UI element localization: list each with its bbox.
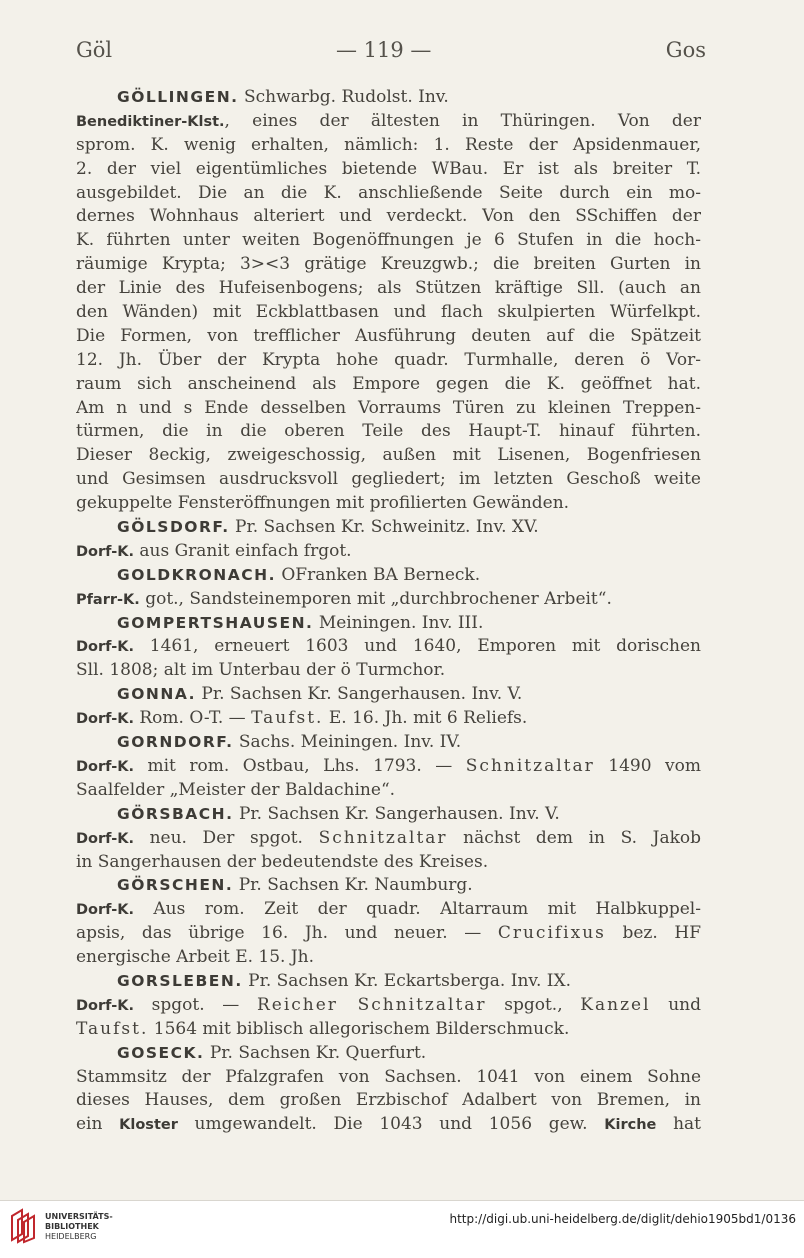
text-run: Saalfelder „Meister der Baldachine“.: [76, 779, 396, 800]
text-line: [76, 635, 701, 659]
place-heading: GÖLSDORF.: [117, 518, 230, 537]
library-logo-icon: [8, 1208, 40, 1244]
text-line: [76, 540, 701, 564]
text-line: [76, 659, 701, 683]
permalink-url[interactable]: http://digi.ub.uni-heidelberg.de/diglit/dehio1905bd1/0136: [449, 1212, 796, 1226]
text-line: [76, 564, 701, 588]
text-run: gekuppelte Fensteröffnungen mit profilierten Gewänden.: [76, 493, 570, 514]
logo-line-3: HEIDELBERG: [45, 1232, 97, 1241]
text-line: [76, 397, 701, 421]
text-line: [76, 325, 701, 349]
footer-bar: [0, 1200, 804, 1258]
text-run: nächst dem in S. Jakob: [447, 827, 701, 848]
text-line: [76, 970, 701, 994]
text-line: [76, 588, 701, 612]
text-line: [76, 86, 701, 110]
text-run: in Sangerhausen der bedeutendste des Kreises.: [76, 851, 489, 872]
text-line: [76, 301, 701, 325]
building-keyword: Dorf-K.: [76, 997, 134, 1014]
text-line: [76, 1066, 701, 1090]
text-run: , eines der ältesten in Thüringen. Von der: [224, 110, 701, 131]
text-run: ausgebildet. Die an die K. anschließende Seite durch ein mo-: [76, 182, 701, 203]
building-keyword: Dorf-K.: [76, 902, 134, 919]
spaced-emphasis: Crucifixus: [497, 923, 606, 944]
text-run: dernes Wohnhaus alteriert und verdeckt. Von den SSchiffen der: [76, 206, 701, 227]
spaced-emphasis: Kanzel: [580, 994, 651, 1015]
text-run: türmen, die in die oberen Teile des Haupt-T. hinauf führten.: [76, 421, 701, 442]
text-line: [76, 612, 701, 636]
text-line: [76, 946, 701, 970]
header-right: Gos: [665, 38, 706, 62]
text-run: und Gesimsen ausdrucksvoll gegliedert; im letzten Geschoß weite: [76, 469, 701, 490]
building-keyword: Dorf-K.: [76, 758, 134, 775]
text-run: energische Arbeit E. 15. Jh.: [76, 947, 315, 968]
text-run: Sll. 1808; alt im Unterbau der ö Turmchor.: [76, 660, 446, 681]
text-line: [76, 779, 701, 803]
text-run: Meiningen. Inv. III.: [313, 612, 484, 633]
text-run: der Linie des Hufeisenbogens; als Stützen kräftige Sll. (auch an: [76, 278, 701, 299]
text-run: den Wänden) mit Eckblattbasen und flach skulpierten Würfelkpt.: [76, 302, 701, 323]
body-text: [76, 86, 701, 1137]
building-keyword: Dorf-K.: [76, 639, 134, 656]
text-line: [76, 1042, 701, 1066]
text-run: Sachs. Meiningen. Inv. IV.: [233, 732, 462, 753]
header-left: Göl: [76, 38, 113, 62]
text-run: Pr. Sachsen Kr. Sangerhausen. Inv. V.: [196, 684, 523, 705]
place-heading: GÖLLINGEN.: [117, 88, 239, 106]
text-run: aus Granit einfach frgot.: [133, 540, 352, 561]
text-run: Die Formen, von trefflicher Ausführung deuten auf die Spätzeit: [76, 325, 701, 346]
text-line: [76, 134, 701, 158]
text-line: [76, 851, 701, 875]
spaced-emphasis: Taufst.: [251, 708, 324, 729]
text-line: [76, 492, 701, 516]
text-line: [76, 229, 701, 253]
text-run: neu. Der spgot.: [133, 827, 319, 848]
text-run: umgewandelt. Die 1043 und 1056 gew.: [177, 1114, 605, 1135]
text-run: Rom. O-T. —: [133, 708, 252, 729]
building-keyword: Kirche: [604, 1117, 657, 1134]
place-heading: GORSLEBEN.: [117, 971, 243, 990]
library-logo-text: [45, 1212, 113, 1242]
text-run: mit rom. Ostbau, Lhs. 1793. —: [133, 755, 466, 776]
building-keyword: Benediktiner-Klst.: [76, 113, 225, 130]
text-line: [76, 205, 701, 229]
text-run: Am n und s Ende desselben Vorraums Türen zu kleinen Treppen-: [76, 397, 701, 418]
building-keyword: Dorf-K.: [76, 830, 134, 847]
building-keyword: Dorf-K.: [76, 711, 134, 728]
text-line: [76, 420, 701, 444]
text-run: 1564 mit biblisch allegorischem Bilderschmuck.: [148, 1018, 570, 1039]
text-run: 12. Jh. Über der Krypta hohe quadr. Turmhalle, deren ö Vor-: [76, 349, 701, 370]
text-run: Pr. Sachsen Kr. Sangerhausen. Inv. V.: [233, 803, 560, 824]
text-run: Pr. Sachsen Kr. Querfurt.: [204, 1042, 427, 1063]
text-run: raum sich anscheinend als Empore gegen die K. geöffnet hat.: [76, 373, 701, 394]
logo-line-1: UNIVERSITÄTS-: [45, 1212, 113, 1221]
page-number: — 119 —: [336, 38, 432, 62]
place-heading: GÖRSBACH.: [117, 804, 234, 823]
text-line: [76, 516, 701, 540]
running-header: [76, 38, 706, 66]
text-run: Stammsitz der Pfalzgrafen von Sachsen. 1041 von einem Sohne: [76, 1066, 701, 1087]
text-run: E. 16. Jh. mit 6 Reliefs.: [323, 708, 528, 729]
text-run: Schwarbg. Rudolst. Inv.: [238, 87, 449, 107]
text-run: apsis, das übrige 16. Jh. und neuer. —: [76, 923, 498, 944]
text-run: Pr. Sachsen Kr. Naumburg.: [233, 875, 473, 896]
text-line: [76, 731, 701, 755]
text-line: [76, 468, 701, 492]
text-run: got., Sandsteinemporen mit „durchbrochener Arbeit“.: [139, 588, 612, 609]
text-line: [76, 1113, 701, 1137]
spaced-emphasis: Schnitzaltar: [465, 755, 595, 776]
text-run: Pr. Sachsen Kr. Eckartsberga. Inv. IX.: [242, 970, 572, 991]
text-line: [76, 994, 701, 1018]
text-run: hat: [656, 1114, 701, 1135]
text-line: [76, 683, 701, 707]
text-run: bez. HF: [605, 923, 701, 944]
text-run: 2. der viel eigentümliches bietende WBau. Er ist als breiter T.: [76, 158, 701, 179]
text-run: sprom. K. wenig erhalten, nämlich: 1. Reste der Apsidenmauer,: [76, 134, 701, 155]
place-heading: GOMPERTSHAUSEN.: [117, 613, 314, 632]
text-line: [76, 922, 701, 946]
text-run: Pr. Sachsen Kr. Schweinitz. Inv. XV.: [229, 517, 539, 538]
text-line: [76, 827, 701, 851]
text-line: [76, 707, 701, 731]
text-line: [76, 803, 701, 827]
text-line: [76, 349, 701, 373]
building-keyword: Pfarr-K.: [76, 591, 140, 608]
text-line: [76, 182, 701, 206]
place-heading: GOLDKRONACH.: [117, 565, 276, 584]
spaced-emphasis: Reicher Schnitzaltar: [256, 994, 487, 1015]
place-heading: GOSECK.: [117, 1043, 205, 1062]
place-heading: GÖRSCHEN.: [117, 876, 234, 895]
text-run: Aus rom. Zeit der quadr. Altarraum mit Halbkuppel-: [133, 899, 701, 920]
place-heading: GORNDORF.: [117, 733, 234, 752]
text-run: 1461, erneuert 1603 und 1640, Emporen mit dorischen: [133, 636, 701, 657]
text-run: OFranken BA Berneck.: [275, 564, 481, 585]
text-run: dieses Hauses, dem großen Erzbischof Adalbert von Bremen, in: [76, 1090, 701, 1111]
text-line: [76, 253, 701, 277]
text-line: [76, 373, 701, 397]
text-run: ein: [76, 1114, 120, 1135]
text-line: [76, 444, 701, 468]
building-keyword: Kloster: [119, 1117, 178, 1134]
place-heading: GONNA.: [117, 685, 197, 704]
text-line: [76, 1018, 701, 1042]
building-keyword: Dorf-K.: [76, 543, 134, 560]
text-run: K. führten unter weiten Bogenöffnungen je 6 Stufen in die hoch-: [76, 230, 701, 251]
text-line: [76, 755, 701, 779]
text-run: 1490 vom: [594, 755, 701, 776]
text-line: [76, 110, 701, 134]
text-run: Dieser 8eckig, zweigeschossig, außen mit Lisenen, Bogenfriesen: [76, 445, 701, 466]
text-line: [76, 898, 701, 922]
text-line: [76, 158, 701, 182]
spaced-emphasis: Taufst.: [76, 1018, 149, 1039]
logo-line-2: BIBLIOTHEK: [45, 1222, 99, 1231]
text-line: [76, 277, 701, 301]
text-run: räumige Krypta; 3><3 grätige Kreuzgwb.; die breiten Gurten in: [76, 254, 701, 275]
text-run: und: [650, 994, 701, 1015]
text-line: [76, 874, 701, 898]
text-run: spgot. —: [133, 994, 257, 1015]
text-line: [76, 1089, 701, 1113]
text-run: spgot.,: [486, 994, 581, 1015]
spaced-emphasis: Schnitzaltar: [318, 827, 448, 848]
